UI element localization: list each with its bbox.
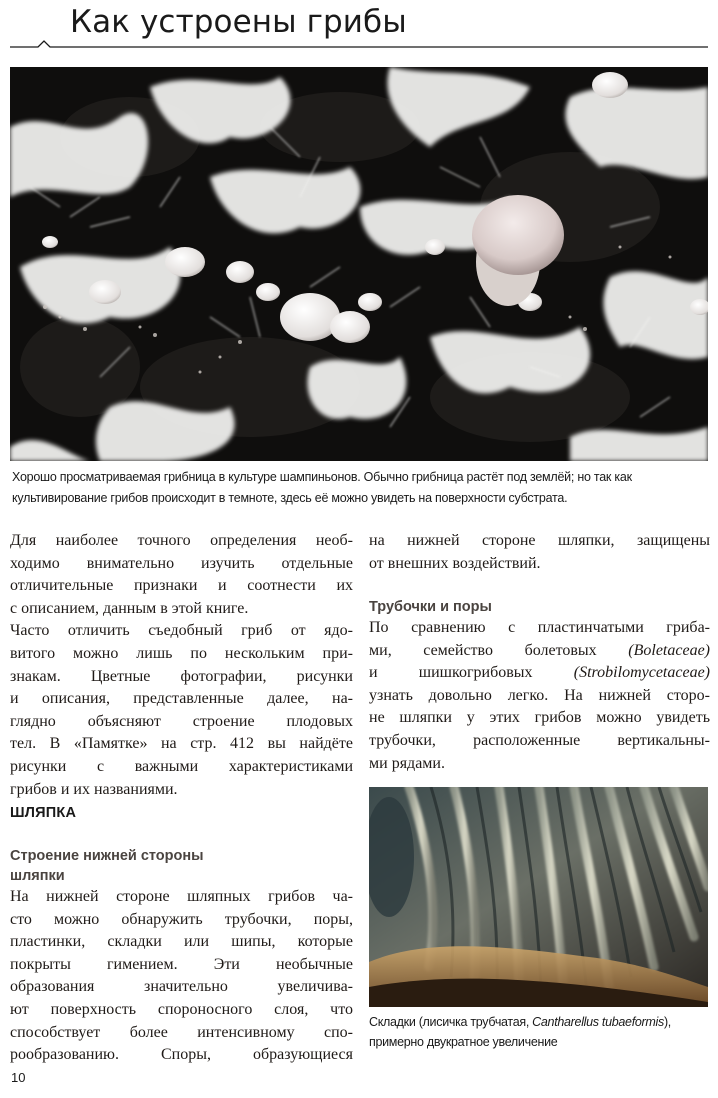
body-line: сто можно обнаружить трубочки, поры, bbox=[10, 910, 353, 928]
right-column-continuation bbox=[369, 530, 710, 575]
body-line: ходимо внимательно изучить отдельные bbox=[10, 554, 353, 572]
caption-line: примерно двукратное увеличение bbox=[369, 1035, 558, 1049]
body-line: от внешних воздействий. bbox=[369, 554, 541, 572]
body-line: на нижней стороне шляпки, защищены bbox=[369, 532, 710, 549]
body-line: По сравнению с пластинчатыми гриба- bbox=[369, 619, 710, 636]
body-line: Для наиболее точного определения необ- bbox=[10, 532, 353, 549]
section-heading-cap: ШЛЯПКА bbox=[10, 805, 77, 821]
subheading: Строение нижней стороны bbox=[10, 848, 204, 864]
body-line: отличительные признаки и соотнести их bbox=[10, 577, 353, 595]
body-line: глядно объясняют строение плодовых bbox=[10, 712, 353, 730]
caption-line: Хорошо просматриваемая грибница в культуре шампиньонов. Обычно грибница растёт под землёй; но так как bbox=[12, 470, 632, 484]
body-line: рообразованию. Споры, образующиеся bbox=[10, 1046, 353, 1064]
chanterelle-photo-caption bbox=[369, 1012, 714, 1052]
body-line: пластинки, складки или шипы, которые bbox=[10, 933, 353, 951]
page-number: 10 bbox=[11, 1070, 26, 1085]
subheading: шляпки bbox=[10, 868, 65, 884]
body-line: трубочки, расположенные вертикальны- bbox=[369, 731, 710, 749]
body-line: грибов и их названиями. bbox=[10, 780, 178, 798]
body-line: покрыты гимением. Эти необычные bbox=[10, 955, 353, 973]
body-line: и описания, представленные далее, на- bbox=[10, 690, 353, 708]
tubes-and-pores-block bbox=[369, 597, 710, 775]
body-line: рисунки с важными характеристиками bbox=[10, 757, 353, 775]
mycelium-photo bbox=[10, 67, 708, 461]
latin-name: (Strobilomycetaceae) bbox=[573, 664, 710, 682]
text-run: ), bbox=[663, 1015, 671, 1029]
caption-line: культивирование грибов происходит в темноте, здесь её можно увидеть на поверхности субстрата. bbox=[12, 491, 568, 505]
body-line: образования значительно увеличива- bbox=[10, 978, 353, 996]
body-line: Часто отличить съедобный гриб от ядо- bbox=[10, 622, 353, 640]
text-run: ми, семейство болетовых bbox=[369, 641, 629, 659]
page-title: Как устроены грибы bbox=[70, 4, 407, 40]
subheading: Трубочки и поры bbox=[369, 599, 492, 615]
body-line: На нижней стороне шляпных грибов ча- bbox=[10, 888, 353, 905]
body-line bbox=[369, 662, 710, 685]
caption-line bbox=[369, 1012, 714, 1032]
body-line bbox=[369, 640, 710, 663]
page-header bbox=[0, 0, 718, 60]
body-line: ют поверхность спороносного слоя, что bbox=[10, 1000, 353, 1018]
text-run: Складки (лисичка трубчатая, bbox=[369, 1015, 533, 1029]
latin-name: Cantharellus tubaeformis bbox=[532, 1015, 664, 1029]
body-line: не шляпки у этих грибов можно увидеть bbox=[369, 709, 710, 727]
intro-paragraphs bbox=[10, 530, 353, 801]
latin-name: (Boletaceae) bbox=[628, 641, 710, 659]
body-line: витого можно лишь по нескольким при- bbox=[10, 644, 353, 662]
chanterelle-folds-photo bbox=[369, 787, 708, 1007]
body-line: тел. В «Памятке» на стр. 412 вы найдёте bbox=[10, 735, 353, 753]
cap-underside-block bbox=[10, 846, 353, 1067]
body-line: способствует более интенсивному спо- bbox=[10, 1023, 353, 1041]
text-run: и шишкогрибовых bbox=[369, 664, 574, 682]
body-line: узнать довольно легко. На нижней сторо- bbox=[369, 686, 710, 704]
body-line: ми рядами. bbox=[369, 754, 445, 772]
body-line: с описанием, данным в этой книге. bbox=[10, 599, 249, 617]
body-line: знакам. Цветные фотографии, рисунки bbox=[10, 667, 353, 685]
mycelium-photo-caption bbox=[12, 467, 712, 509]
